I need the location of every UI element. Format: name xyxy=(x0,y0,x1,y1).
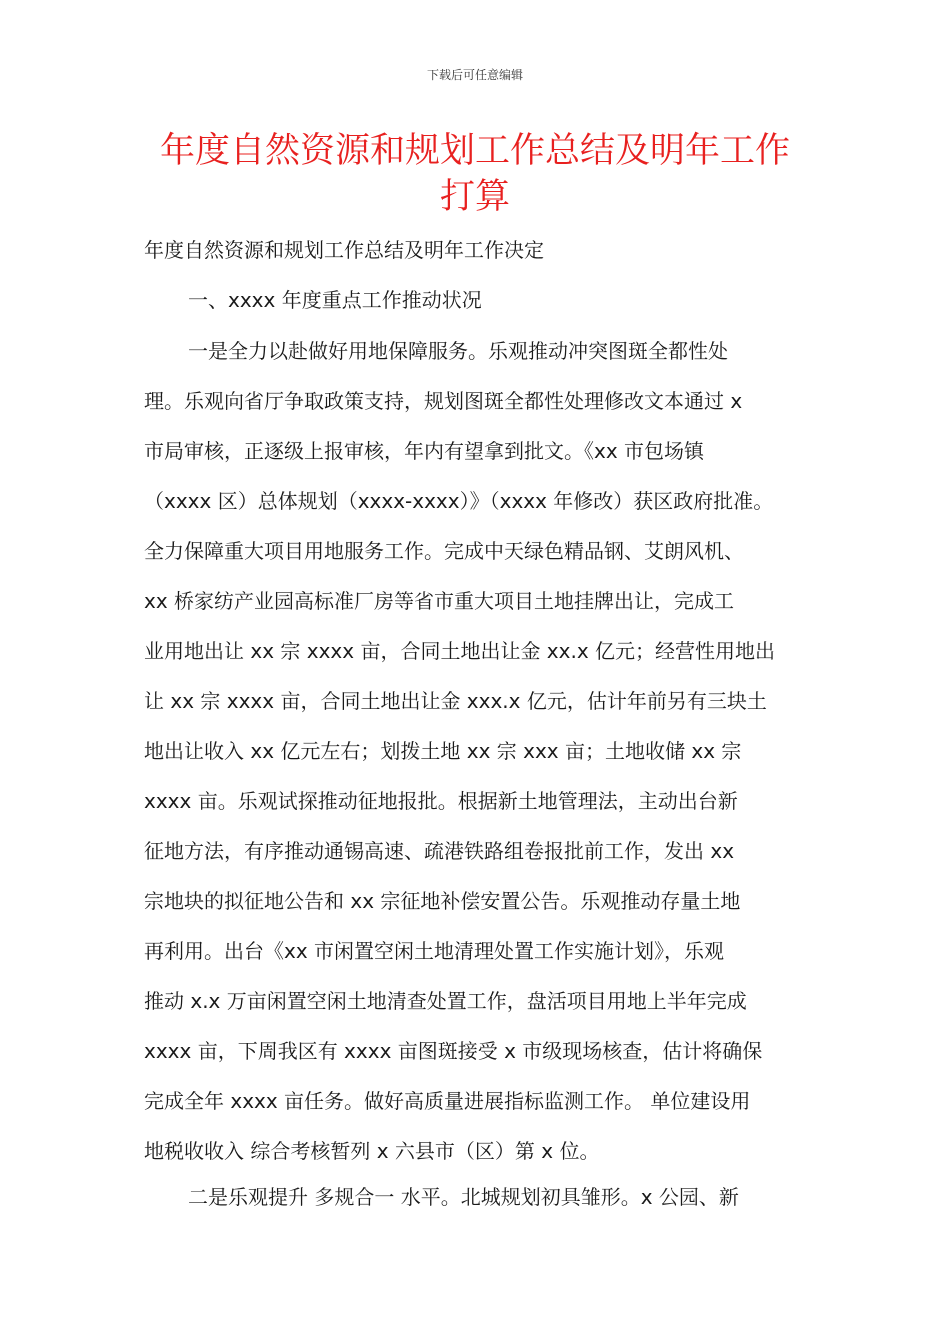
text-line: 地税收收入 综合考核暂列 x 六县市（区）第 x 位。 xyxy=(144,1139,600,1163)
header-note: 下载后可任意编辑 xyxy=(426,68,523,82)
text-line: 全力保障重大项目用地服务工作。完成中天绿色精品钢、艾朗风机、 xyxy=(144,539,744,563)
text-line: xx 桥家纺产业园高标准厂房等省市重大项目土地挂牌出让，完成工 xyxy=(144,589,735,613)
text-line: 让 xx 宗 xxxx 亩，合同土地出让金 xxx.x 亿元，估计年前另有三块土 xyxy=(144,689,767,713)
title-line-2: 打算 xyxy=(439,177,510,217)
text-line: 征地方法，有序推动通锡高速、疏港铁路组卷报批前工作，发出 xx xyxy=(144,839,735,863)
section-heading: 一、xxxx 年度重点工作推动状况 xyxy=(188,288,482,312)
paragraph-1 xyxy=(144,326,808,1176)
text-line: 地出让收入 xx 亿元左右；划拨土地 xx 宗 xxx 亩；土地收储 xx 宗 xyxy=(144,739,742,763)
document-subtitle: 年度自然资源和规划工作总结及明年工作决定 xyxy=(144,238,544,262)
paragraph-2 xyxy=(144,1172,808,1222)
text-line: 二是乐观提升 多规合一 水平。北城规划初具雏形。x 公园、新 xyxy=(188,1185,739,1209)
text-line: xxxx 亩。乐观试探推动征地报批。根据新土地管理法，主动出台新 xyxy=(144,789,738,813)
title-line-1: 年度自然资源和规划工作总结及明年工作 xyxy=(159,131,790,171)
text-line: 推动 x.x 万亩闲置空闲土地清查处置工作，盘活项目用地上半年完成 xyxy=(144,989,747,1013)
text-line: 再利用。出台《xx 市闲置空闲土地清理处置工作实施计划》，乐观 xyxy=(144,939,725,963)
text-line: 理。乐观向省厅争取政策支持，规划图斑全都性处理修改文本通过 x xyxy=(144,389,743,413)
text-line: 市局审核，正逐级上报审核，年内有望拿到批文。《xx 市包场镇 xyxy=(144,439,705,463)
text-line: （xxxx 区）总体规划（xxxx-xxxx）》（xxxx 年修改）获区政府批准。 xyxy=(144,489,774,513)
text-line: 一是全力以赴做好用地保障服务。乐观推动冲突图斑全都性处 xyxy=(188,339,728,363)
text-line: 业用地出让 xx 宗 xxxx 亩，合同土地出让金 xx.x 亿元；经营性用地出 xyxy=(144,639,776,663)
text-line: 完成全年 xxxx 亩任务。做好高质量进展指标监测工作。 单位建设用 xyxy=(144,1089,751,1113)
text-line: xxxx 亩，下周我区有 xxxx 亩图斑接受 x 市级现场核查，估计将确保 xyxy=(144,1039,763,1063)
text-line: 宗地块的拟征地公告和 xx 宗征地补偿安置公告。乐观推动存量土地 xyxy=(144,889,741,913)
document-title xyxy=(120,128,830,220)
